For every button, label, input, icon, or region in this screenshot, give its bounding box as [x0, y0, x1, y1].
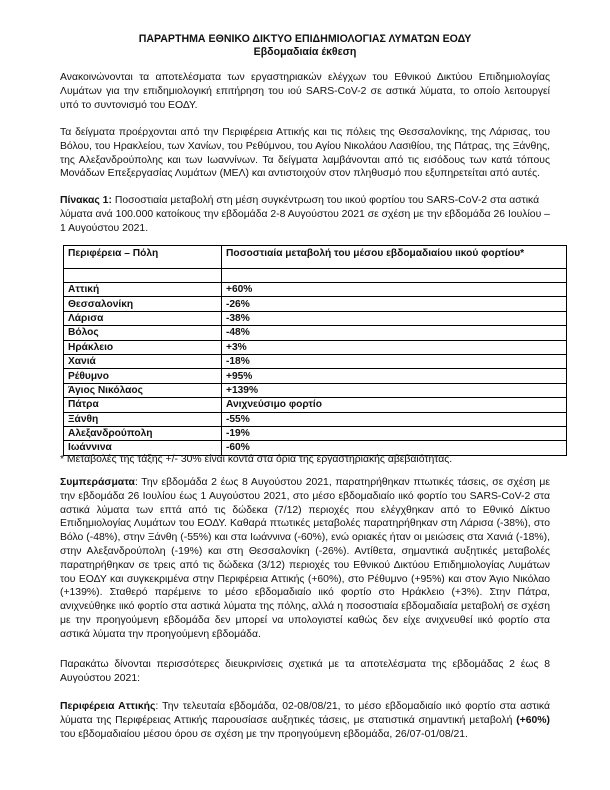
table-cell-region: Ξάνθη	[64, 412, 222, 426]
attica-text-1: : Την τελευταία εβδομάδα, 02-08/08/21, το μέσο εβδομαδιαίο ιικό φορτίο στα αστικά λύματα της Περιφέρειας Αττικής παρουσίασε αυξητικές τάσεις, με στατιστικά σημαντική μεταβολή	[60, 701, 551, 726]
table-row	[64, 283, 567, 297]
table-row	[64, 311, 567, 325]
table-row	[64, 426, 567, 440]
table-cell-region: Χανιά	[64, 354, 222, 368]
table-header-change: Ποσοστιαία μεταβολή του μέσου εβδομαδιαίου ιικού φορτίου*	[222, 246, 567, 269]
table-cell-change: Ανιχνεύσιμο φορτίο	[222, 398, 567, 412]
intro-paragraph-1: Ανακοινώνονται τα αποτελέσματα των εργαστηριακών ελέγχων του Εθνικού Δικτύου Επιδημιολογίας Λυμάτων για την επιδημιολογική επιτήρηση του ιού SARS-CoV-2 σε αστικά λύματα, το οποίο λειτουργεί υπό το συντονισμό του ΕΟΔΥ.	[60, 72, 550, 111]
table-caption-text: Ποσοστιαία μεταβολή στη μέση συγκέντρωση του ιικού φορτίου του SARS-CoV-2 στα αστικά λύματα ανά 100.000 κατοίκους την εβδομάδα 2-8 Αυγούστου 2021 σε σχέση με την εβδομάδα 26 Ιουλίου – 1 Αυγούστου 2021.	[60, 195, 550, 234]
conclusions-text: : Την εβδομάδα 2 έως 8 Αυγούστου 2021, παρατηρήθηκαν πτωτικές τάσεις, σε σχέση με την εβδομάδα 26 Ιουλίου έως 1 Αυγούστου 2021, στο μέσο εβδομαδιαίο ιικό φορτίο του SARS-CoV-2 στα αστικά λύματα των επτά από τις δώδεκα (7/12) περιοχές που ελέγχθηκαν από το Εθνικό Δίκτυο Επιδημιολογίας Λυμάτων του ΕΟΔΥ. Καθαρά πτωτικές μεταβολές παρατηρήθηκαν στη Λάρισα (-38%), στο Βόλο (-48%), στην Ξάνθη (-55%) και στα Ιωάννινα (-60%), ενώ οριακές ήταν οι μειώσεις στα Χανιά (-18%), στην Αλεξανδρούπολη (-19%) και στη Θεσσαλονίκη (-26%). Αντίθετα, σημαντικά αυξητικές μεταβολές παρατηρήθηκαν σε τρεις από τις δώδεκα (3/12) περιοχές του Εθνικού Δικτύου Επιδημιολογίας Λυμάτων του ΕΟΔΥ και συγκεκριμένα στην Περιφέρεια Αττικής (+60%), στο Ρέθυμνο (+95%) και στον Άγιο Νικόλαο (+139%). Σταθερό παρέμεινε το μέσο εβδομαδιαίο ιικό φορτίο στο Ηράκλειο (+3%). Στην Πάτρα, ανιχνεύθηκε ιικό φορτίο στα αστικά λύματα της πόλης, αλλά η ποσοστιαία εβδομαδιαία μεταβολή σε σχέση με την προηγούμενη εβδομάδα δεν μπορεί να υπολογιστεί καθώς δεν είχε ανιχνευθεί ιικό φορτίο στα αστικά λύματα την προηγούμενη εβδομάδα.	[60, 477, 550, 640]
attica-label: Περιφέρεια Αττικής	[60, 701, 156, 712]
table-cell-region: Αλεξανδρούπολη	[64, 426, 222, 440]
report-title: ΠΑΡΑΡΤΗΜΑ ΕΘΝΙΚΟ ΔΙΚΤΥΟ ΕΠΙΔΗΜΙΟΛΟΓΙΑΣ ΛΥΜΑΤΩΝ ΕΟΔΥ	[138, 33, 472, 45]
table-row	[64, 383, 567, 397]
details-paragraph: Παρακάτω δίνονται περισσότερες διευκρινίσεις σχετικά με τα αποτελέσματα της εβδομάδας 2 έως 8 Αυγούστου 2021:	[60, 659, 550, 684]
table-cell-region: Αττική	[64, 283, 222, 297]
attica-text-2: του εβδομαδιαίου μέσου όρου σε σχέση με την προηγούμενη εβδομάδα, 26/07-01/08/21.	[60, 728, 468, 740]
table-header-row	[64, 246, 567, 269]
table-cell-region: Ρέθυμνο	[64, 369, 222, 383]
table-cell-change: -19%	[222, 426, 567, 440]
conclusions-label: Συμπεράσματα	[60, 477, 135, 488]
table-cell-change: +3%	[222, 340, 567, 354]
intro-paragraph-2: Τα δείγματα προέρχονται από την Περιφέρεια Αττικής και τις πόλεις της Θεσσαλονίκης, της Λάρισας, του Βόλου, του Ηρακλείου, των Χανίων, του Ρεθύμνου, του Αγίου Νικολάου Λασιθίου, της Πάτρας, της Ξάνθης, της Αλεξανδρούπολης και των Ιωαννίνων. Τα δείγματα λαμβάνονται από τις εισόδους των κατά τόπους Μονάδων Επεξεργασίας Λυμάτων (ΜΕΛ) και αντιστοιχούν στον πληθυσμό που εξυπηρετείται από αυτές.	[60, 127, 550, 180]
table-row	[64, 398, 567, 412]
table-cell-change: +139%	[222, 383, 567, 397]
attica-paragraph	[60, 700, 550, 741]
table-cell-change: -38%	[222, 311, 567, 325]
table-cell-region: Ηράκλειο	[64, 340, 222, 354]
attica-change-value: (+60%)	[516, 714, 550, 726]
table-row	[64, 412, 567, 426]
table-spacer-row	[64, 269, 567, 283]
table-cell-change: +95%	[222, 369, 567, 383]
table-cell-change: -55%	[222, 412, 567, 426]
table-cell-region: Ιωάννινα	[64, 441, 222, 455]
table-cell-change: -48%	[222, 326, 567, 340]
table-caption	[60, 194, 550, 235]
table-cell-change: -18%	[222, 354, 567, 368]
table-cell-region: Λάρισα	[64, 311, 222, 325]
table-caption-label: Πίνακας 1:	[60, 195, 112, 206]
table-row	[64, 354, 567, 368]
table-row	[64, 326, 567, 340]
table-cell-change: -60%	[222, 441, 567, 455]
table-row	[64, 369, 567, 383]
table-header-region: Περιφέρεια – Πόλη	[64, 246, 222, 269]
table-row	[64, 340, 567, 354]
table-cell-change: -26%	[222, 297, 567, 311]
report-subtitle: Εβδομαδιαία έκθεση	[253, 46, 357, 58]
table-row	[64, 297, 567, 311]
table-footnote: * Μεταβολές της τάξης +/- 30% είναι κοντά στα όρια της εργαστηριακής αβεβαιότητας.	[60, 454, 453, 465]
table-cell-region: Πάτρα	[64, 398, 222, 412]
viral-load-table	[63, 245, 567, 456]
table-cell-region: Άγιος Νικόλαος	[64, 383, 222, 397]
table-cell-region: Θεσσαλονίκη	[64, 297, 222, 311]
table-cell-change: +60%	[222, 283, 567, 297]
table-cell-region: Βόλος	[64, 326, 222, 340]
conclusions-paragraph	[60, 476, 550, 642]
